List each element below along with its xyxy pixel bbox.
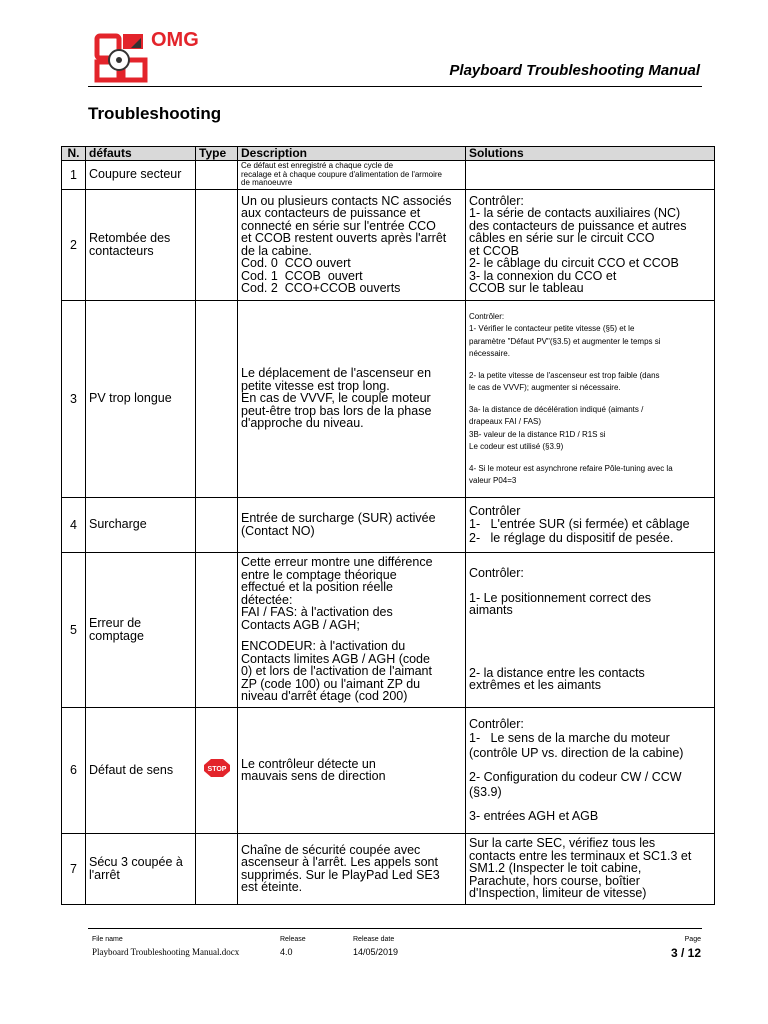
stop-sign-icon bbox=[204, 759, 230, 777]
description-line: Cette erreur montre une différence bbox=[241, 555, 433, 570]
footer-release-date-label: Release date bbox=[353, 936, 395, 943]
omg-logo bbox=[93, 26, 209, 84]
description-line: détectée: bbox=[241, 592, 293, 607]
footer-release-label: Release bbox=[280, 936, 306, 943]
footer-divider bbox=[88, 928, 702, 929]
solution-line: contacts entre les terminaux et SC1.3 et bbox=[469, 848, 692, 863]
fault-description bbox=[238, 707, 466, 833]
description-line: niveau d'arrêt étage (cod 200) bbox=[241, 689, 408, 704]
fault-description bbox=[238, 161, 466, 190]
solution-line: 3B- valeur de la distance R1D / R1S si bbox=[469, 429, 606, 439]
description-line: d'approche du niveau. bbox=[241, 416, 364, 431]
footer-release: 4.0 bbox=[280, 947, 293, 957]
fault-name: Coupure secteur bbox=[86, 161, 196, 190]
solution-line: des contacteurs de puissance et autres bbox=[469, 218, 687, 233]
description-line: peut-être trop bas lors de la phase bbox=[241, 403, 432, 418]
row-number: 1 bbox=[62, 161, 86, 190]
fault-type bbox=[196, 552, 238, 707]
description-line: Cod. 1 CCOB ouvert bbox=[241, 268, 363, 283]
table-row bbox=[62, 707, 715, 833]
row-number: 2 bbox=[62, 189, 86, 300]
description-line: ascenseur à l'arrêt. Les appels sont bbox=[241, 855, 438, 869]
footer-page-label: Page bbox=[684, 936, 701, 943]
column-header-number: N. bbox=[62, 147, 86, 161]
fault-type bbox=[196, 300, 238, 497]
column-header-type: Type bbox=[196, 147, 238, 161]
fault-type bbox=[196, 707, 238, 833]
row-number: 7 bbox=[62, 833, 86, 904]
fault-type bbox=[196, 497, 238, 552]
solution-line: Contrôler: bbox=[469, 193, 524, 208]
solution-line: Contrôler: bbox=[469, 716, 524, 731]
description-line: FAI / FAS: à l'activation des bbox=[241, 605, 393, 620]
solution-line: 2- le réglage du dispositif de pesée. bbox=[469, 530, 674, 545]
solution-line: 2- la distance entre les contacts bbox=[469, 665, 645, 680]
footer-page-number: 3 / 12 bbox=[670, 946, 701, 960]
solution-line: 1- L'entrée SUR (si fermée) et câblage bbox=[469, 517, 690, 532]
fault-solutions bbox=[466, 552, 715, 707]
solution-line: extrêmes et les aimants bbox=[469, 678, 601, 693]
solution-line: (contrôle UP vs. direction de la cabine) bbox=[469, 745, 684, 760]
description-line: entre le comptage théorique bbox=[241, 567, 397, 582]
solution-line: d'Inspection, limiteur de vitesse) bbox=[469, 886, 647, 901]
troubleshooting-table bbox=[61, 146, 715, 905]
description-line: mauvais sens de direction bbox=[241, 769, 386, 783]
solution-line: (§3.9) bbox=[469, 784, 502, 799]
fault-solutions bbox=[466, 833, 715, 904]
description-line: Cod. 2 CCO+CCOB ouverts bbox=[241, 281, 401, 295]
fault-description bbox=[238, 552, 466, 707]
section-title: Troubleshooting bbox=[88, 104, 222, 123]
table-header-row bbox=[62, 147, 715, 161]
solution-line: aimants bbox=[469, 603, 513, 618]
table-row bbox=[62, 300, 715, 497]
description-line: Un ou plusieurs contacts NC associés bbox=[241, 193, 452, 208]
solution-line: Contrôler bbox=[469, 503, 521, 518]
column-header-solutions: Solutions bbox=[466, 147, 715, 161]
description-line: 0) et lors de l'activation de l'aimant bbox=[241, 664, 432, 679]
fault-type bbox=[196, 189, 238, 300]
spacer bbox=[469, 359, 711, 371]
footer-file-name: Playboard Troubleshooting Manual.docx bbox=[92, 947, 240, 957]
solution-line: nécessaire. bbox=[469, 349, 510, 358]
row-number: 4 bbox=[62, 497, 86, 552]
description-line: de manoeuvre bbox=[241, 178, 293, 187]
row-number: 3 bbox=[62, 300, 86, 497]
fault-description bbox=[238, 497, 466, 552]
solution-line: 1- Vérifier le contacteur petite vitesse (§5) et le bbox=[469, 324, 635, 333]
description-line: et CCOB restent ouverts après l'arrêt bbox=[241, 231, 447, 245]
description-line: (Contact NO) bbox=[241, 523, 315, 538]
fault-solutions bbox=[466, 707, 715, 833]
fault-description bbox=[238, 300, 466, 497]
solution-line: paramètre "Défaut PV"(§3.5) et augmenter le temps si bbox=[469, 336, 661, 346]
solution-line: Contrôler: bbox=[469, 566, 524, 581]
solution-line: drapeaux FAI / FAS) bbox=[469, 417, 542, 426]
solution-line: câbles en série sur le circuit CCO bbox=[469, 231, 655, 245]
description-line: aux contacteurs de puissance et bbox=[241, 206, 421, 220]
fault-solutions bbox=[466, 189, 715, 300]
solution-line: 2- la petite vitesse de l'ascenseur est trop faible (dans bbox=[469, 370, 660, 380]
fault-description bbox=[238, 833, 466, 904]
fault-solutions bbox=[466, 161, 715, 190]
solution-line: Contrôler: bbox=[469, 311, 505, 321]
description-line: Le contrôleur détecte un bbox=[241, 756, 376, 771]
spacer bbox=[469, 617, 711, 667]
description-line: En cas de VVVF, le couple moteur bbox=[241, 391, 431, 406]
description-line: Cod. 0 CCO ouvert bbox=[241, 256, 351, 270]
solution-line: 1- la série de contacts auxiliaires (NC) bbox=[469, 206, 681, 220]
fault-name: Défaut de sens bbox=[86, 707, 196, 833]
solution-line: le cas de VVVF); augmenter si nécessaire. bbox=[469, 383, 621, 392]
description-line: connecté en série sur l'entrée CCO bbox=[241, 218, 436, 233]
row-number: 5 bbox=[62, 552, 86, 707]
table-row bbox=[62, 189, 715, 300]
description-line: Ce défaut est enregistré a chaque cycle de bbox=[241, 161, 394, 170]
footer-file-name-label: File name bbox=[92, 936, 123, 943]
fault-solutions bbox=[466, 300, 715, 497]
fault-name: Erreur de comptage bbox=[86, 552, 196, 707]
solution-line: SM1.2 (Inspecter le toit cabine, bbox=[469, 861, 642, 876]
solution-line: et CCOB bbox=[469, 243, 520, 258]
column-header-faults: défauts bbox=[86, 147, 196, 161]
solution-line: valeur P04=3 bbox=[469, 476, 517, 485]
solution-line: 3- entrées AGH et AGB bbox=[469, 809, 599, 823]
table-row bbox=[62, 161, 715, 190]
fault-type bbox=[196, 161, 238, 190]
fault-name: Retombée des contacteurs bbox=[86, 189, 196, 300]
table-row bbox=[62, 833, 715, 904]
logo-wordmark: OMG bbox=[151, 29, 199, 51]
description-line: recalage et à chaque coupure d'alimentation de l'armoire bbox=[241, 169, 442, 179]
header-divider bbox=[88, 86, 702, 87]
description-line: Le déplacement de l'ascenseur en bbox=[241, 366, 432, 381]
description-line: ENCODEUR: à l'activation du bbox=[241, 639, 406, 654]
description-line: effectué et la position réelle bbox=[241, 580, 393, 595]
solution-line: 2- Configuration du codeur CW / CCW bbox=[469, 770, 682, 784]
footer-release-date: 14/05/2019 bbox=[353, 947, 399, 957]
description-line: petite vitesse est trop long. bbox=[241, 378, 390, 393]
fault-solutions bbox=[466, 497, 715, 552]
description-line: Contacts AGB / AGH; bbox=[241, 617, 360, 632]
table-row bbox=[62, 552, 715, 707]
description-line: Contacts limites AGB / AGH (code bbox=[241, 651, 430, 666]
solution-line: 2- le câblage du circuit CCO et CCOB bbox=[469, 256, 679, 270]
solution-line: Sur la carte SEC, vérifiez tous les bbox=[469, 836, 656, 851]
description-line: supprimés. Sur le PlayPad Led SE3 bbox=[241, 867, 440, 882]
fault-name: Surcharge bbox=[86, 497, 196, 552]
solution-line: 4- Si le moteur est asynchrone refaire Pôle-tuning avec la bbox=[469, 463, 673, 473]
row-number: 6 bbox=[62, 707, 86, 833]
description-line: ZP (code 100) ou l'aimant ZP du bbox=[241, 676, 421, 691]
stop-sign-label: STOP bbox=[207, 765, 226, 773]
description-line: est éteinte. bbox=[241, 880, 303, 894]
solution-line: 1- Le sens de la marche du moteur bbox=[469, 731, 670, 745]
table-row bbox=[62, 497, 715, 552]
solution-line: Le codeur est utilisé (§3.9) bbox=[469, 442, 564, 451]
solution-line: Parachute, hors course, boîtier bbox=[469, 873, 640, 888]
fault-description bbox=[238, 189, 466, 300]
column-header-description: Description bbox=[238, 147, 466, 161]
solution-line: 1- Le positionnement correct des bbox=[469, 590, 652, 605]
fault-type bbox=[196, 833, 238, 904]
document-title: Playboard Troubleshooting Manual bbox=[449, 62, 700, 79]
fault-name: Sécu 3 coupée à l'arrêt bbox=[86, 833, 196, 904]
spacer bbox=[469, 580, 711, 592]
description-line: Chaîne de sécurité coupée avec bbox=[241, 842, 421, 857]
description-line: de la cabine. bbox=[241, 243, 312, 258]
solution-line: 3a- la distance de décélération indiqué (aimants / bbox=[469, 404, 644, 414]
spacer bbox=[469, 393, 711, 405]
fault-name: PV trop longue bbox=[86, 300, 196, 497]
description-line: Entrée de surcharge (SUR) activée bbox=[241, 511, 436, 525]
spacer bbox=[469, 452, 711, 464]
solution-line: CCOB sur le tableau bbox=[469, 281, 584, 295]
solution-line: 3- la connexion du CCO et bbox=[469, 268, 617, 283]
